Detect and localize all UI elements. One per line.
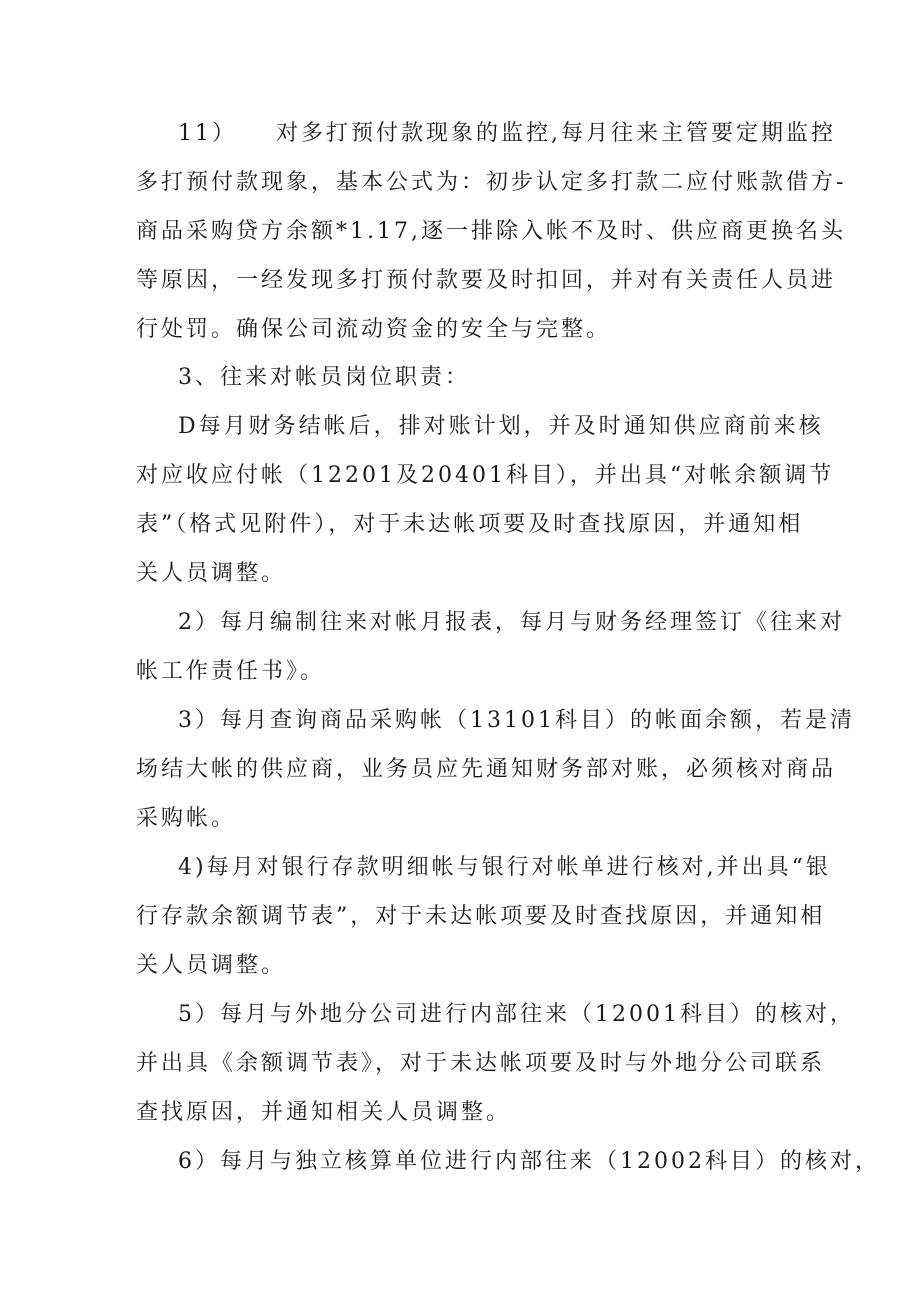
text-line: 3）每月查询商品采购帐（13101科目）的帐面余额，若是清 [178,708,855,733]
text-line: 场结大帐的供应商，业务员应先通知财务部对账，必须核对商品 [136,757,837,782]
text-line: 行存款余额调节表”，对于未达帐项要及时查找原因，并通知相 [136,904,826,929]
text-line: 多打预付款现象，基本公式为：初步认定多打款二应付账款借方- [136,170,847,195]
text-line: 帐工作责任书》。 [136,659,326,684]
text-line: 2）每月编制往来对帐月报表，每月与财务经理签订《往来对 [178,610,845,635]
text-line: 5）每月与外地分公司进行内部往来（12001科目）的核对， [178,1002,855,1027]
text-line: 商品采购贷方余额*1.17,逐一排除入帐不及时、供应商更换名头 [136,219,846,244]
text-line: D每月财务结帐后，排对账计划，并及时通知供应商前来核 [178,414,824,439]
text-line: 关人员调整。 [136,561,287,586]
text-line: 对应收应付帐（12201及20401科目），并出具“对帐余额调节 [136,463,835,488]
text-line: 采购帐。 [136,806,237,831]
text-line: 查找原因，并通知相关人员调整。 [136,1100,512,1125]
text-line: 行处罚。确保公司流动资金的安全与完整。 [136,317,612,342]
text-line: 并出具《余额调节表》，对于未达帐项要及时与外地分公司联系 [136,1051,826,1076]
section-heading: 3、往来对帐员岗位职责： [178,365,470,390]
text-line: 关人员调整。 [136,953,287,978]
text-line: 等原因，一经发现多打预付款要及时扣回，并对有关责任人员进 [136,268,837,293]
text-line: 4)每月对银行存款明细帐与银行对帐单进行核对,并出具“银 [178,855,831,880]
text-line: 6）每月与独立核算单位进行内部往来（12002科目）的核对， [178,1149,880,1174]
text-line: 11） 对多打预付款现象的监控,每月往来主管要定期监控 [178,121,836,146]
text-line: 表”（格式见附件），对于未达帐项要及时查找原因，并通知相 [136,512,804,537]
